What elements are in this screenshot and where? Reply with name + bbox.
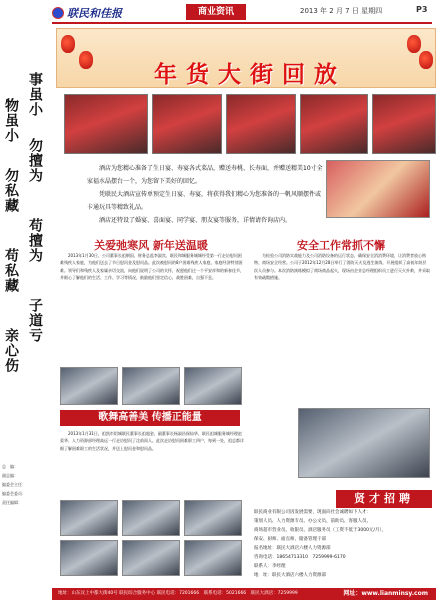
recruit-line: 咨询电话：18654713310 7259999-6170 — [254, 555, 346, 560]
staff-list — [2, 462, 50, 507]
article-body: 2013年1月31日，祖凯市铝城联民董事长祖超金、副董事长杨淑昌保仙华、联民祖城服务城经理赵爱华、人力资源部经理高远一行走访慰问了洼前雨人。此次走访慰问困难职工四户，每到一处，祖总都详细了解困难职工的生活状况，并送上慰问金和慰问品。 — [60, 431, 244, 451]
article-photo — [60, 540, 118, 576]
market-photo — [226, 94, 296, 154]
calligraphy-column — [0, 28, 52, 516]
article-title: 歌舞高善美 传播正能量 — [60, 410, 240, 426]
intro-paragraph: 酒店为您精心准备了生日宴、寿宴各式菜品，赠送寿桃、长寿面，并赠送精美10寸全家福水晶摆台一个，为您留下美好的回忆。 — [87, 165, 323, 185]
date-text: 2013 年 2 月 7 日 — [300, 7, 359, 15]
footer-website-link[interactable]: 网址：www.lianminsy.com — [343, 590, 428, 597]
staff-line: 总 编： — [2, 464, 18, 469]
newspaper-logo — [52, 5, 147, 21]
calligraphy-line: 苟擅为 — [27, 218, 43, 263]
banquet-photo — [326, 160, 430, 218]
article-photo — [60, 367, 118, 405]
calligraphy-line: 亲心伤 — [3, 328, 19, 373]
section-tag: 商业资讯 — [186, 4, 246, 20]
recruit-line: 地 址：联民大酒店六楼人力资源部 — [254, 573, 326, 578]
page-number: P3 — [416, 5, 428, 14]
intro-paragraph: 酒店还特设了婚宴、喜面宴、同学宴、朋友宴等服务，详情请咨询店内。 — [99, 217, 292, 224]
issue-date — [300, 6, 382, 16]
calligraphy-line: 勿私藏 — [3, 168, 19, 213]
weekday-text: 星期四 — [361, 7, 383, 15]
article-photo — [298, 408, 430, 478]
market-photo — [300, 94, 368, 154]
calligraphy-line: 物虽小 — [3, 98, 19, 143]
article-body: 2013年1月30日，公司董事长祖朝国、财务总监李淑宾、联民和城服务城城经受第一行走访慰问困难残疾人家庭，为他们送去了节日慰问金及慰问品。此次被慰问的8户困难残疾人家庭，家庭经济特别困难。领导们和残疾人及家属亲切交流，向他们说明了公司的关怀，祝愿他们过一个平安祥和的新春佳节，并细心了解他们的生活、工作、学习等情况，鼓励他们坚定信心，战胜困难，自强不息。 — [60, 253, 244, 281]
article-photo — [122, 540, 180, 576]
staff-line: 责任编辑： — [2, 500, 22, 505]
staff-line: 副总编： — [2, 473, 18, 478]
staff-line: 编委会委员： — [2, 491, 26, 496]
intro-paragraph: 凭联民大酒店宣传单预定生日宴、寿宴，将获得我们精心为您准备的一帆风顺摆件或卡通玩具等精致礼品。 — [87, 191, 322, 211]
article-photo — [184, 367, 242, 405]
recruit-line: 联民商业有限公司因发展需要，现面向社会诚聘如下人才： — [254, 510, 371, 515]
recruit-line: 报名地址：联民大酒店六楼人力资源部 — [254, 546, 331, 551]
header-rule — [52, 22, 432, 24]
logo-icon — [52, 7, 64, 19]
recruit-title: 贤才招聘 — [336, 490, 432, 508]
article-photo — [122, 500, 180, 536]
article-title: 关爱弛寒风 新年送温暖 — [94, 239, 208, 252]
article-photo — [184, 500, 242, 536]
recruit-line: 商场超市营业员、收银员、酒店服务员（工资不低于3000元/月）， — [254, 528, 387, 533]
recruit-line: 保安、厨师、面点师、储备管理干部 — [254, 537, 326, 542]
recruit-line: 联系人：李经理 — [254, 564, 286, 569]
photo-strip — [64, 94, 436, 154]
market-photo — [152, 94, 222, 154]
footer-address: 地址：山东汶上中都大街40号 联民综合服务中心 联民电话：7201666 联系电话：5021666 联民大酒店：7259999 — [58, 591, 298, 596]
recruit-line: 策划人员、人力资源专员、办公文员、前助员、客服人员、 — [254, 519, 371, 524]
calligraphy-line: 勿擅为 — [27, 138, 43, 183]
logo-text: 联民和佳报 — [67, 7, 122, 20]
lantern-icon — [61, 35, 75, 53]
calligraphy-line: 子道亏 — [27, 298, 43, 343]
footer-bar — [52, 588, 436, 600]
lantern-icon — [407, 35, 421, 53]
banner-title: 年货大街回放 — [154, 61, 346, 88]
market-photo — [64, 94, 148, 154]
recruit-body — [254, 508, 434, 580]
market-photo — [372, 94, 436, 154]
staff-line: 编委会主任： — [2, 482, 26, 487]
calligraphy-line: 事虽小 — [27, 72, 43, 117]
article-title: 安全工作常抓不懈 — [297, 239, 385, 252]
lantern-icon — [419, 51, 433, 69]
article-photo — [184, 540, 242, 576]
lantern-icon — [79, 51, 93, 69]
article-body: 为检验公司消防实战能力及公司消防设备的运行状态，确保安全消消费环境，让消费者放心购物、商场安全经营。公司于2012年12月28日举行了消防灭火及逃生演练，开展组织了高低年龄层次人员参与。本次消防演练模拟了商场商品起火，现场由企业总经理组织员工进行灭火扑救，并采取有效疏散措施。 — [254, 253, 430, 281]
calligraphy-line: 苟私藏 — [3, 248, 19, 293]
article-photo — [60, 500, 118, 536]
article-photo — [122, 367, 180, 405]
